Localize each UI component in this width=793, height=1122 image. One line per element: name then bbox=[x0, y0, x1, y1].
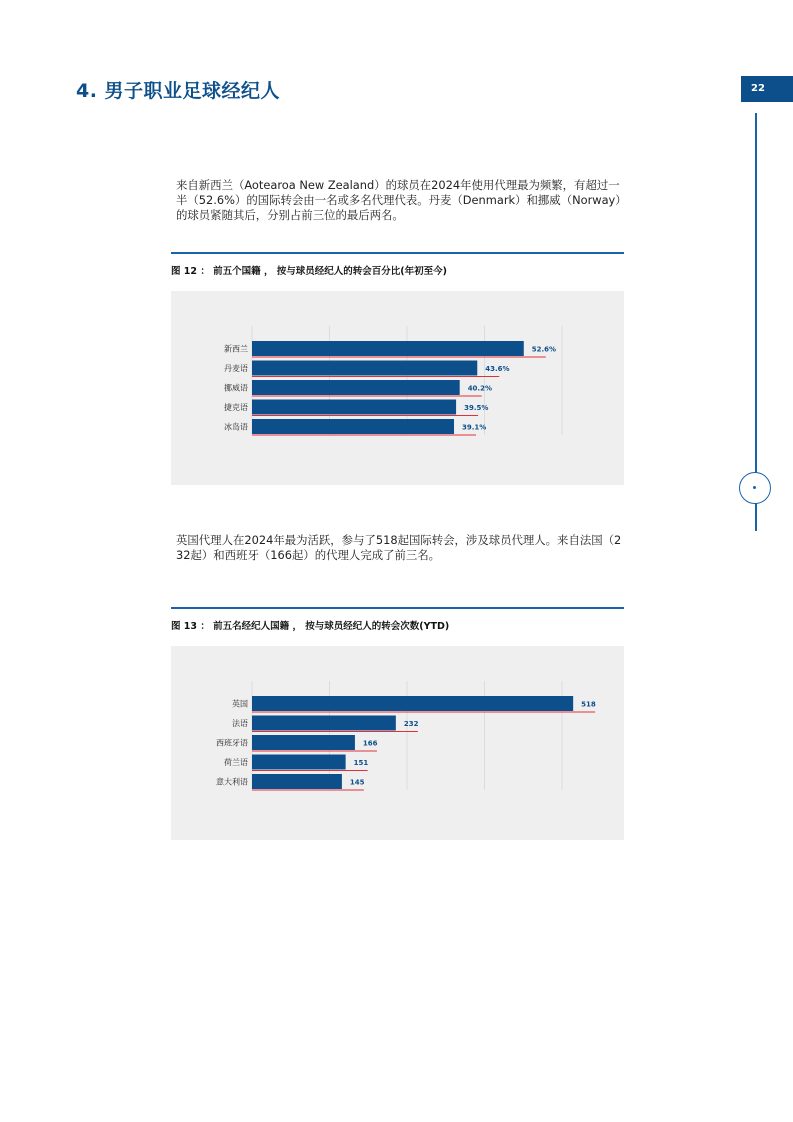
figure-12-rule bbox=[171, 252, 624, 254]
value-label: 39.5% bbox=[464, 404, 489, 412]
paragraph-nationality: 来自新西兰（Aotearoa New Zealand）的球员在2024年使用代理最为频繁，有超过一半（52.6%）的国际转会由一名或多名代理代表。丹麦（Denmark）和挪威（Norway）的球员紧随其后，分别占前三位的最后两名。 bbox=[176, 178, 621, 222]
category-label: 挪威语 bbox=[224, 383, 248, 393]
category-label: 新西兰 bbox=[224, 344, 248, 354]
side-decoration-line bbox=[755, 113, 757, 531]
bar bbox=[252, 774, 342, 789]
figure-13-chart bbox=[171, 646, 624, 840]
figure-13-svg bbox=[171, 646, 624, 840]
value-label: 52.6% bbox=[531, 345, 557, 354]
value-label: 151 bbox=[353, 759, 369, 767]
figure-12-chart bbox=[171, 291, 624, 485]
figure-12-caption: 图 12 ： 前五个国籍 ， 按与球员经纪人的转会百分比(年初至今) bbox=[171, 266, 447, 277]
bar bbox=[252, 696, 573, 711]
bar bbox=[252, 419, 454, 434]
value-label: 39.1% bbox=[462, 423, 487, 432]
side-decoration-dot bbox=[753, 486, 756, 489]
category-label: 丹麦语 bbox=[224, 364, 248, 373]
figure-12-svg bbox=[171, 291, 624, 485]
paragraph-agents: 英国代理人在2024年最为活跃，参与了518起国际转会，涉及球员代理人。来自法国（232起）和西班牙（166起）的代理人完成了前三名。 bbox=[176, 533, 622, 562]
value-label: 40.2% bbox=[467, 384, 492, 393]
section-heading: 4. 男子职业足球经纪人 bbox=[76, 80, 281, 102]
category-label: 捷克语 bbox=[224, 403, 248, 412]
value-label: 166 bbox=[362, 739, 378, 748]
page-number-badge: 22 bbox=[741, 76, 793, 102]
category-label: 意大利语 bbox=[216, 777, 248, 787]
category-label: 冰岛语 bbox=[224, 422, 248, 432]
category-label: 法语 bbox=[232, 719, 248, 728]
bar bbox=[252, 380, 460, 395]
category-label: 英国 bbox=[232, 699, 248, 709]
category-label: 西班牙语 bbox=[216, 738, 248, 748]
figure-13-rule bbox=[171, 607, 624, 609]
figure-13-caption: 图 13 ： 前五名经纪人国籍 ， 按与球员经纪人的转会次数(YTD) bbox=[171, 621, 450, 632]
value-label: 43.6% bbox=[485, 365, 510, 373]
bar bbox=[252, 400, 456, 415]
category-label: 荷兰语 bbox=[224, 758, 248, 767]
bar bbox=[252, 341, 524, 356]
value-label: 232 bbox=[403, 720, 419, 728]
side-decoration-circle bbox=[739, 472, 771, 504]
value-label: 145 bbox=[349, 778, 365, 787]
bar bbox=[252, 735, 355, 750]
bar bbox=[252, 361, 477, 376]
bar bbox=[252, 716, 396, 731]
bar bbox=[252, 755, 346, 770]
value-label: 518 bbox=[581, 700, 596, 709]
